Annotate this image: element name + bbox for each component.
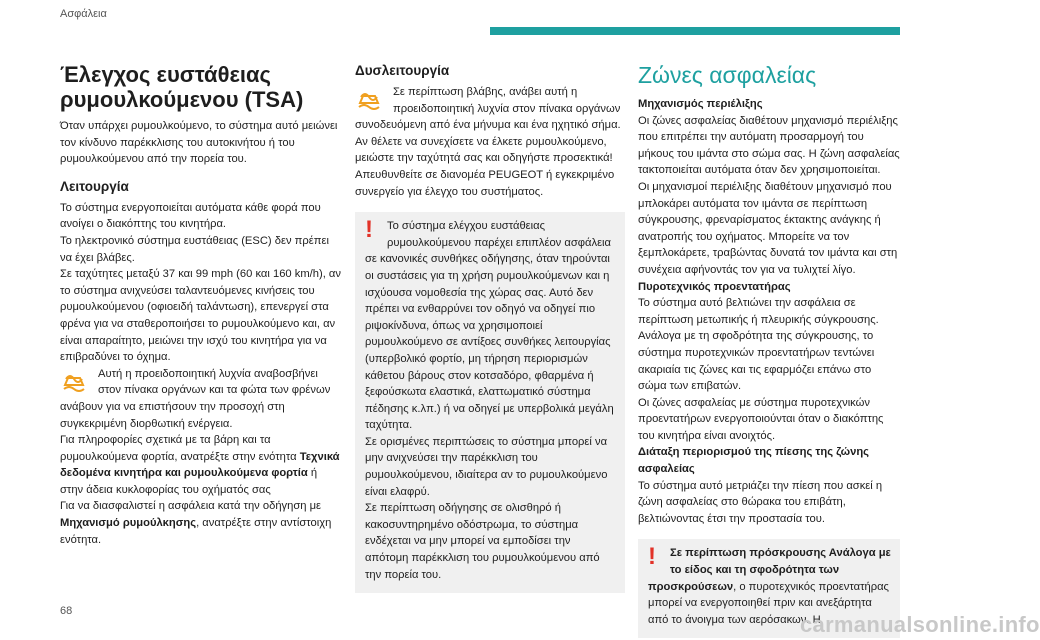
- retractor-paragraph-2: Οι μηχανισμοί περιέλιξης διαθέτουν μηχανισμό που μπλοκάρει αυτόματα τον ιμάντα σε περίπτωση σύγκρουσης, φρεναρίσματος έκτακτης ανάγκης ή ανατροπής του οχήματος. Μπορείτε να τον ξεμπλοκάρετε, τραβώντας δυνατά τον ιμάντα και στη συνέχεια αφήνοντάς τον για να τυλιχτεί λίγο.: [638, 180, 898, 276]
- column-seat-belts: [638, 62, 900, 638]
- load-limiter-heading: Διάταξη περιορισμού της πίεσης της ζώνης ασφαλείας: [638, 446, 869, 476]
- function-paragraph-2: Το ηλεκτρονικό σύστημα ευστάθειας (ESC) δεν πρέπει να έχει βλάβες.: [60, 234, 329, 264]
- p5-text-a: Για πληροφορίες σχετικά με τα βάρη και τα ρυμουλκούμενα φορτία, ανατρέξτε στην ενότητα: [60, 434, 300, 463]
- pretensioner-paragraph-3: Οι ζώνες ασφαλείας με σύστημα πυροτεχνικών προεντατήρων ενεργοποιούνται όταν ο διακόπτης του κινητήρα είναι ανοιχτός.: [638, 396, 884, 442]
- column-malfunction: [355, 62, 625, 593]
- function-paragraph-5: [60, 432, 342, 498]
- tsa-warning-lamp-icon: [60, 368, 90, 394]
- fault-heading: Δυσλειτουργία: [355, 63, 450, 78]
- retractor-heading: Μηχανισμός περιέλιξης: [638, 98, 763, 110]
- pretensioner-paragraph-2: Ανάλογα με τη σφοδρότητα της σύγκρουσης, το σύστημα πυροτεχνικών προεντατήρων τεντώνει ακαριαία τις ζώνες και τις εφαρμόζει επάνω στο σώμα των επιβατών.: [638, 330, 875, 393]
- warning-paragraph-1: Το σύστημα ελέγχου ευστάθειας ρυμουλκούμενου παρέχει επιπλέον ασφάλεια σε κανονικές συνθήκες οδήγησης, όταν τηρούνται οι συστάσεις για τη χρήση ρυμουλκούμενων και η ισχύουσα νομοθεσία της χώρας σας. Αυτό δεν πρέπει να ενθαρρύνει τον οδηγό να οδηγεί πιο ριψοκίνδυνα, όπως να χρησιμοποιεί ρυμουλκούμενο σε αντίξοες συνθήκες λειτουργίας (υπερβολικό φορτίο, μη τήρηση περιορισμών κάθετου βάρους στον κοτσαδόρο, φθαρμένα ή ξεφούσκωτα ελαστικά, ελαττωματικό σύστημα πέδησης κ.λπ.) ή να οδηγεί με υπερβολικά μεγάλη ταχύτητα.: [365, 220, 614, 432]
- watermark: carmanualsonline.info: [800, 612, 1040, 637]
- seatbelts-title: Ζώνες ασφαλείας: [638, 62, 817, 88]
- pretensioner-heading: Πυροτεχνικός προεντατήρας: [638, 280, 791, 293]
- function-paragraph-4: Αυτή η προειδοποιητική λυχνία αναβοσβήνει στον πίνακα οργάνων και τα φώτα των φρένων ανάβουν για να επιστήσουν την προσοχή στη συγκεκριμένη διορθωτική ενέργεια.: [60, 367, 331, 430]
- function-paragraph-1: Το σύστημα ενεργοποιείται αυτόματα κάθε φορά που ανοίγει ο διακόπτης του κινητήρα.: [60, 201, 321, 231]
- pretensioner-paragraph-1: Το σύστημα αυτό βελτιώνει την ασφάλεια σε περίπτωση μετωπικής ή πλευρικής σύγκρουσης.: [638, 297, 879, 326]
- p5-text-c: ή στην άδεια κυκλοφορίας του οχήματός σας: [60, 467, 318, 496]
- section-header: Ασφάλεια: [60, 8, 107, 20]
- p5-link-tech-data[interactable]: Τεχνικά δεδομένα κινητήρα και ρυμουλκούμενα φορτία: [60, 450, 340, 480]
- function-paragraph-4-block: [60, 366, 342, 432]
- warning-paragraph-2: Σε ορισμένες περιπτώσεις το σύστημα μπορεί να μην ανιχνεύσει την παρέκκλιση του ρυμουλκούμενου, ιδιαίτερα αν το ρυμουλκούμενο είναι ελαφρύ.: [365, 435, 608, 498]
- p6-link-towbar[interactable]: Μηχανισμό ρυμούλκησης: [60, 517, 197, 530]
- exclamation-icon: !: [365, 216, 373, 244]
- warning-paragraph-3: Σε περίπτωση οδήγησης σε ολισθηρό ή κακοσυντηρημένο οδόστρωμα, το σύστημα ενδέχεται να μην μπορεί να εμποδίσει την απότομη παρέκκλιση του ρυμουλκούμενου από την πορεία του.: [365, 502, 600, 581]
- load-limiter-paragraph: Το σύστημα αυτό μετριάζει την πίεση που ασκεί η ζώνη ασφαλείας στο θώρακα του επιβάτη, βελτιώνοντας έτσι την προστασία του.: [638, 479, 883, 525]
- impact-warning-bold: Σε περίπτωση πρόσκρουσης Ανάλογα με το είδος και τη σφοδρότητα των προσκρούσεων: [648, 547, 891, 593]
- fault-paragraph-2: Αν θέλετε να συνεχίσετε να έλκετε ρυμουλκούμενο, μειώστε την ταχύτητά σας και οδηγήστε προσεκτικά!: [355, 135, 613, 165]
- tsa-intro: Όταν υπάρχει ρυμουλκούμενο, το σύστημα αυτό μειώνει τον κίνδυνο παρέκκλισης του αυτοκινήτου ή του ρυμουλκούμενου από την πορεία του.: [60, 120, 338, 166]
- p6-text-a: Για να διασφαλιστεί η ασφάλεια κατά την οδήγηση με: [60, 500, 322, 513]
- page-number: 68: [60, 605, 73, 617]
- section-accent-bar: [490, 27, 900, 35]
- function-heading: Λειτουργία: [60, 178, 129, 194]
- column-tsa: [60, 62, 342, 548]
- impact-warning-rest: , ο πυροτεχνικός προεντατήρας μπορεί να ενεργοποιηθεί πριν και ανεξάρτητα από το άνοιγμα των αερόσακων. Η: [648, 580, 889, 626]
- fault-paragraph-1: Σε περίπτωση βλάβης, ανάβει αυτή η προειδοποιητική λυχνία στον πίνακα οργάνων συνοδευόμενη από ένα μήνυμα και ένα ηχητικό σήμα.: [355, 86, 621, 132]
- p6-text-c: , ανατρέξτε στην αντίστοιχη ενότητα.: [60, 517, 332, 546]
- function-paragraph-3: Σε ταχύτητες μεταξύ 37 και 99 mph (60 και 160 km/h), αν το σύστημα ανιχνεύσει ταλαντευόμενες κινήσεις του ρυμουλκούμενου (οφιοειδή ταλάντωση), επενεργεί στα φρένα για να σταθεροποιήσει το ρυμουλκούμενο και, αν είναι απαραίτητο, μειώνει την ισχύ του κινητήρα για να επιβραδύνει το όχημα.: [60, 268, 341, 364]
- tsa-title: Έλεγχος ευστάθειας ρυμουλκούμενου (TSA): [60, 62, 304, 112]
- function-paragraph-6: [60, 498, 342, 548]
- retractor-paragraph-1: Οι ζώνες ασφαλείας διαθέτουν μηχανισμό περιέλιξης που επιτρέπει την αυτόματη προσαρμογή του μήκους του ιμάντα στο σώμα σας. Η ζώνη ασφαλείας τακτοποιείται αυτόματα όταν δεν χρησιμοποιείται.: [638, 114, 900, 177]
- fault-paragraph-3: Απευθυνθείτε σε διανομέα PEUGEOT ή εγκεκριμένο συνεργείο για έλεγχο του συστήματος.: [355, 168, 615, 198]
- tsa-warning-box: [355, 212, 625, 593]
- exclamation-icon: !: [648, 543, 656, 571]
- tsa-warning-lamp-icon: [355, 86, 385, 112]
- fault-paragraph-1-block: [355, 84, 625, 134]
